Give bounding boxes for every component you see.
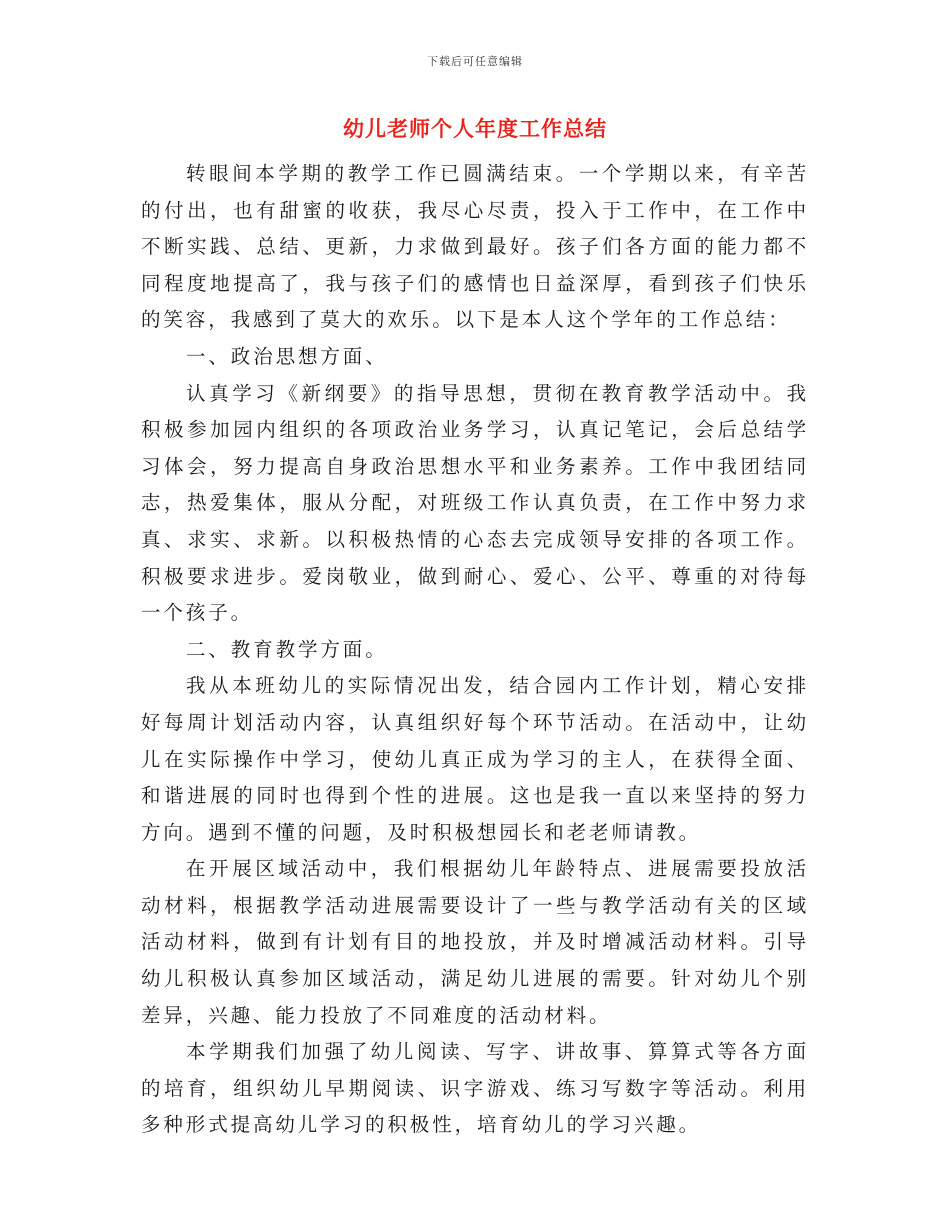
paragraph-intro: 转眼间本学期的教学工作已圆满结束。一个学期以来，有辛苦的付出，也有甜蜜的收获，我尽心尽责，投入于工作中，在工作中不断实践、总结、更新，力求做到最好。孩子们各方面的能力都不同程度地提高了，我与孩子们的感情也日益深厚，看到孩子们快乐的笑容，我感到了莫大的欢乐。以下是本人这个学年的工作总结： — [141, 162, 809, 332]
paragraph-area-activities: 在开展区域活动中，我们根据幼儿年龄特点、进展需要投放活动材料，根据教学活动进展需要设计了一些与教学活动有关的区域活动材料，做到有计划有目的地投放，并及时增减活动材料。引导幼儿积极认真参加区域活动，满足幼儿进展的需要。针对幼儿个别差异，兴趣、能力投放了不同难度的活动材料。 — [141, 857, 809, 1027]
document-body — [141, 156, 809, 1144]
section-heading-political: 一、政治思想方面、 — [186, 344, 388, 368]
header-note: 下载后可任意编辑 — [427, 55, 523, 68]
paragraph-teaching: 我从本班幼儿的实际情况出发，结合园内工作计划，精心安排好每周计划活动内容，认真组织好每个环节活动。在活动中，让幼儿在实际操作中学习，使幼儿真正成为学习的主人，在获得全面、和谐进展的同时也得到个性的进展。这也是我一直以来坚持的努力方向。遇到不懂的问题，及时积极想园长和老老师请教。 — [141, 674, 809, 844]
paragraph-reading: 本学期我们加强了幼儿阅读、写字、讲故事、算算式等各方面的培育，组织幼儿早期阅读、识字游戏、练习写数字等活动。利用多种形式提高幼儿学习的积极性，培育幼儿的学习兴趣。 — [141, 1040, 809, 1137]
section-heading-teaching: 二、教育教学方面。 — [186, 637, 388, 661]
document-title: 幼儿老师个人年度工作总结 — [343, 116, 607, 141]
paragraph-political: 认真学习《新纲要》的指导思想，贯彻在教育教学活动中。我积极参加园内组织的各项政治业务学习，认真记笔记，会后总结学习体会，努力提高自身政治思想水平和业务素养。工作中我团结同志，热爱集体，服从分配，对班级工作认真负责，在工作中努力求真、求实、求新。以积极热情的心态去完成领导安排的各项工作。积极要求进步。爱岗敬业，做到耐心、爱心、公平、尊重的对待每一个孩子。 — [141, 381, 809, 625]
